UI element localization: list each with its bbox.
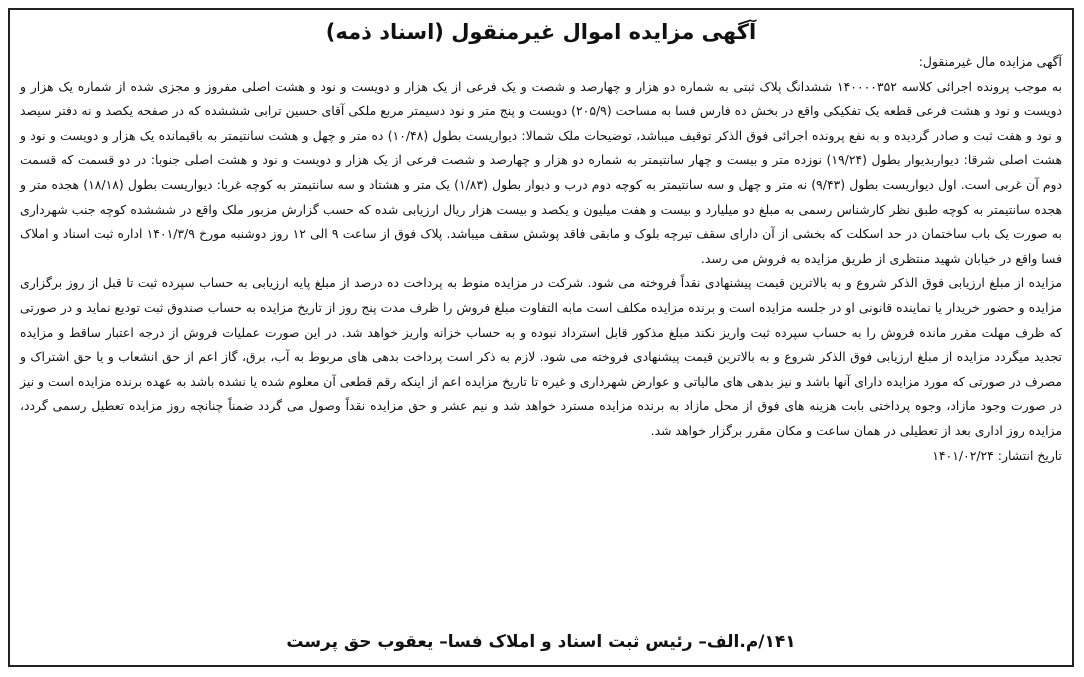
notice-body (10, 50, 1072, 444)
publish-date: تاریخ انتشار: ۱۴۰۱/۰۲/۲۴ (932, 447, 1062, 463)
notice-paragraph-conditions: مزایده از مبلغ ارزیابی فوق الذکر شروع و به بالاترین قیمت پیشنهادی نقداً فروخته می شود. شرکت در مزایده منوط به پرداخت ده درصد از مبلغ پایه ارزیابی به حساب سپرده ثبت تا قبل از روز برگزاری مزایده و حضور خریدار یا نماینده قانونی او در جلسه مزایده است و برنده مزایده مکلف است مابه التفاوت مبلغ فروش را ظرف مدت پنج روز از تاریخ مزایده به حساب صندوق ثبت تودیع نماید و در صورتی که ظرف مهلت مقرر مانده فروش را به حساب سپرده ثبت واریز نکند مبلغ مذکور قابل استرداد نبوده و به حساب خزانه واریز خواهد شد. در این صورت عملیات فروش از درجه اعتبار ساقط و مزایده تجدید میگردد مزایده از مبلغ ارزیابی فوق الذکر شروع و به بالاترین قیمت پیشنهادی فروخته می شود. لازم به ذکر است پرداخت بدهی های مربوط به آب، برق، گاز اعم از حق انشعاب و یا حق اشتراک و مصرف در صورتی که مورد مزایده دارای آنها باشد و نیز بدهی های مالیاتی و عوارض شهرداری و غیره تا تاریخ مزایده اعم از اینکه رقم قطعی آن معلوم شده یا نشده باشد به عهده برنده مزایده است و نیز در صورت وجود مازاد، وجوه پرداختی بابت هزینه های فوق از محل مازاد به برنده مزایده مسترد خواهد شد و نیم عشر و حق مزایده نقداً وصول می گردد ضمناً چنانچه روز مزایده تعطیل رسمی گردد، مزایده روز اداری بعد از تعطیلی در همان ساعت و مکان مقرر برگزار خواهد شد. (20, 275, 1062, 438)
auction-notice (8, 8, 1074, 667)
notice-paragraph-property: به موجب پرونده اجرائی کلاسه ۱۴۰۰۰۰۳۵۲ ششدانگ پلاک ثبتی به شماره دو هزار و چهارصد و شصت و یک فرعی از یک هزار و دویست و نود و هشت اصلی مفروز و مجزی شده از شماره یک هزار و دویست و نود و هشت فرعی قطعه یک تفکیکی واقع در بخش ده فارس فسا به مساحت (۲۰۵/۹) دویست و پنج متر و نود دسیمتر مربع ملکی آقای حسین ترابی شششده که در صفحه یکصد و نه دفتر سیصد و نود و هفت ثبت و صادر گردیده و به نفع پرونده اجرائی فوق الذکر توقیف میباشد، توضیحات ملک شمالا: دیواریست بطول (۱۰/۴۸) ده متر و چهل و هشت سانتیمتر به باقیمانده یک هزار و دویست و نود و هشت اصلی شرقا: دیواربدیوار بطول (۱۹/۲۴) نوزده متر و بیست و چهار سانتیمتر به شماره دو هزار و چهارصد و شصت فرعی از یک هزار و دویست و نود و هشت اصلی جنوبا: در دو قسمت که قسمت دوم آن غربی است. اول دیواریست بطول (۹/۴۳) نه متر و چهل و سه سانتیمتر به کوچه دوم درب و دیوار بطول (۱/۸۳) یک متر و هشتاد و سه سانتیمتر به کوچه غربا: دیواریست بطول (۱۸/۱۸) هجده متر و هجده سانتیمتر به کوچه طبق نظر کارشناس رسمی به مبلغ دو میلیارد و بیست و هفت میلیون و یکصد و بیست هزار ریال ارزیابی شده که حسب گزارش مزبور ملک واقع در شششده کوچه جنب شهرداری به صورت یک باب ساختمان در حد اسکلت که بخشی از آن دارای سقف تیرچه بلوک و مابقی فاقد پوشش سقف میباشد. پلاک فوق از ساعت ۹ الی ۱۲ روز دوشنبه مورخ ۱۴۰۱/۳/۹ اداره ثبت اسناد و املاک فسا واقع در خیابان شهید منتظری از طریق مزایده به فروش می رسد. (20, 78, 1062, 266)
notice-title: آگهی مزایده اموال غیرمنقول (اسناد ذمه) (325, 20, 757, 44)
notice-signature: ۱۴۱/م.الف– رئیس ثبت اسناد و املاک فسا– یعقوب حق پرست (286, 632, 796, 652)
notice-intro: آگهی مزایده مال غیرمنقول: (918, 54, 1062, 69)
